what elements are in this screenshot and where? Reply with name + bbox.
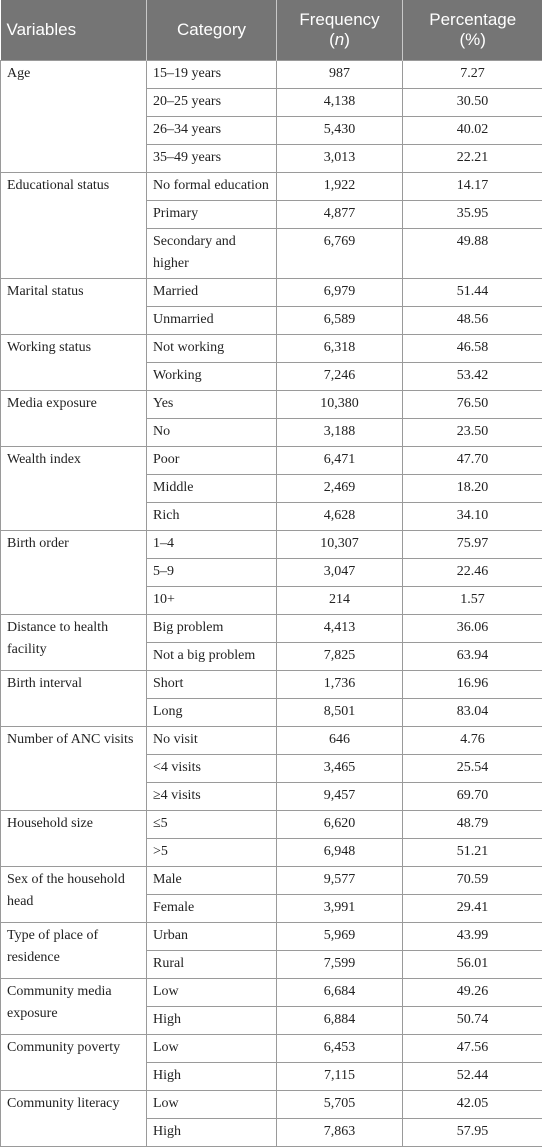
category-cell: Secondary and higher [147,229,277,279]
percentage-cell: 50.74 [403,1007,542,1035]
category-cell: Primary [147,201,277,229]
table-row [1,1035,542,1063]
category-cell: High [147,1063,277,1091]
variable-cell: Number of ANC visits [1,727,147,811]
frequency-cell: 6,769 [277,229,403,279]
header-frequency-n: n [335,30,344,49]
percentage-cell: 52.44 [403,1063,542,1091]
percentage-cell: 51.21 [403,839,542,867]
category-cell: Married [147,279,277,307]
frequency-cell: 7,599 [277,951,403,979]
category-cell: No [147,419,277,447]
percentage-cell: 40.02 [403,117,542,145]
frequency-cell: 5,430 [277,117,403,145]
percentage-cell: 47.70 [403,447,542,475]
category-cell: High [147,1119,277,1147]
table-row [1,1091,542,1119]
percentage-cell: 22.46 [403,559,542,587]
table-header [1,0,542,61]
percentage-cell: 14.17 [403,173,542,201]
category-cell: 5–9 [147,559,277,587]
percentage-cell: 57.95 [403,1119,542,1147]
percentage-cell: 16.96 [403,671,542,699]
frequency-cell: 3,013 [277,145,403,173]
table-row [1,979,542,1007]
frequency-cell: 3,188 [277,419,403,447]
percentage-cell: 34.10 [403,503,542,531]
frequency-cell: 7,825 [277,643,403,671]
frequency-cell: 4,138 [277,89,403,117]
variable-cell: Community poverty [1,1035,147,1091]
variable-cell: Community literacy [1,1091,147,1147]
frequency-cell: 2,469 [277,475,403,503]
frequency-cell: 9,457 [277,783,403,811]
category-cell: Unmarried [147,307,277,335]
frequency-cell: 987 [277,61,403,89]
category-cell: ≥4 visits [147,783,277,811]
header-variables: Variables [1,0,147,61]
percentage-cell: 75.97 [403,531,542,559]
category-cell: Low [147,1035,277,1063]
percentage-cell: 48.79 [403,811,542,839]
frequency-cell: 4,628 [277,503,403,531]
frequency-cell: 10,380 [277,391,403,419]
category-cell: Rich [147,503,277,531]
header-percentage [403,0,542,61]
percentage-cell: 63.94 [403,643,542,671]
variable-cell: Sex of the household head [1,867,147,923]
table-row [1,391,542,419]
category-cell: Low [147,979,277,1007]
percentage-cell: 35.95 [403,201,542,229]
category-cell: Rural [147,951,277,979]
variable-cell: Household size [1,811,147,867]
variable-cell: Marital status [1,279,147,335]
table-row [1,61,542,89]
table-row [1,615,542,643]
table-row [1,811,542,839]
category-cell: Middle [147,475,277,503]
table-row [1,923,542,951]
category-cell: 20–25 years [147,89,277,117]
category-cell: Big problem [147,615,277,643]
category-cell: Long [147,699,277,727]
percentage-cell: 76.50 [403,391,542,419]
category-cell: No visit [147,727,277,755]
category-cell: Not working [147,335,277,363]
percentage-cell: 48.56 [403,307,542,335]
category-cell: 1–4 [147,531,277,559]
table-row [1,867,542,895]
frequency-cell: 6,620 [277,811,403,839]
category-cell: 10+ [147,587,277,615]
percentage-cell: 47.56 [403,1035,542,1063]
frequency-cell: 7,863 [277,1119,403,1147]
frequency-cell: 6,948 [277,839,403,867]
variable-cell: Birth interval [1,671,147,727]
percentage-cell: 1.57 [403,587,542,615]
table-body [1,61,542,1147]
table-row [1,671,542,699]
table-row [1,279,542,307]
frequency-cell: 7,246 [277,363,403,391]
frequency-cell: 6,471 [277,447,403,475]
percentage-cell: 46.58 [403,335,542,363]
frequency-cell: 1,922 [277,173,403,201]
table-row [1,173,542,201]
category-cell: Working [147,363,277,391]
frequency-cell: 1,736 [277,671,403,699]
header-frequency: Frequency (n) [277,0,403,61]
variable-cell: Type of place of residence [1,923,147,979]
category-cell: ≤5 [147,811,277,839]
variable-cell: Wealth index [1,447,147,531]
category-cell: Short [147,671,277,699]
category-cell: >5 [147,839,277,867]
category-cell: Poor [147,447,277,475]
frequency-cell: 7,115 [277,1063,403,1091]
frequency-cell: 6,979 [277,279,403,307]
table-row [1,727,542,755]
frequency-cell: 3,465 [277,755,403,783]
frequency-cell: 4,877 [277,201,403,229]
frequency-cell: 10,307 [277,531,403,559]
frequency-cell: 4,413 [277,615,403,643]
header-row [1,0,542,61]
frequency-cell: 6,318 [277,335,403,363]
header-category: Category [147,0,277,61]
frequency-cell: 6,589 [277,307,403,335]
category-cell: No formal education [147,173,277,201]
frequency-cell: 5,969 [277,923,403,951]
percentage-cell: 53.42 [403,363,542,391]
category-cell: 26–34 years [147,117,277,145]
header-percentage-label: Percentage [429,10,516,29]
variable-cell: Working status [1,335,147,391]
percentage-cell: 70.59 [403,867,542,895]
category-cell: 35–49 years [147,145,277,173]
percentage-cell: 22.21 [403,145,542,173]
percentage-cell: 43.99 [403,923,542,951]
category-cell: <4 visits [147,755,277,783]
category-cell: Male [147,867,277,895]
variable-cell: Media exposure [1,391,147,447]
category-cell: Female [147,895,277,923]
table-row [1,531,542,559]
percentage-cell: 18.20 [403,475,542,503]
percentage-cell: 7.27 [403,61,542,89]
table-row [1,335,542,363]
category-cell: Urban [147,923,277,951]
percentage-cell: 51.44 [403,279,542,307]
percentage-cell: 56.01 [403,951,542,979]
percentage-cell: 23.50 [403,419,542,447]
percentage-cell: 36.06 [403,615,542,643]
category-cell: Yes [147,391,277,419]
percentage-cell: 83.04 [403,699,542,727]
variable-cell: Community media exposure [1,979,147,1035]
frequency-cell: 6,684 [277,979,403,1007]
table-row [1,447,542,475]
category-cell: High [147,1007,277,1035]
percentage-cell: 29.41 [403,895,542,923]
frequency-cell: 9,577 [277,867,403,895]
frequency-cell: 3,047 [277,559,403,587]
percentage-cell: 49.26 [403,979,542,1007]
frequency-cell: 214 [277,587,403,615]
category-cell: Low [147,1091,277,1119]
percentage-cell: 49.88 [403,229,542,279]
frequency-cell: 8,501 [277,699,403,727]
frequency-cell: 3,991 [277,895,403,923]
frequency-cell: 6,453 [277,1035,403,1063]
variable-cell: Birth order [1,531,147,615]
frequency-cell: 646 [277,727,403,755]
header-frequency-label: Frequency [299,10,379,29]
variable-cell: Distance to health facility [1,615,147,671]
percentage-cell: 42.05 [403,1091,542,1119]
category-cell: Not a big problem [147,643,277,671]
percentage-cell: 69.70 [403,783,542,811]
frequency-cell: 5,705 [277,1091,403,1119]
frequency-cell: 6,884 [277,1007,403,1035]
percentage-cell: 4.76 [403,727,542,755]
category-cell: 15–19 years [147,61,277,89]
percentage-cell: 25.54 [403,755,542,783]
header-percentage-unit: (%) [460,30,486,49]
variable-cell: Age [1,61,147,173]
percentage-cell: 30.50 [403,89,542,117]
variable-cell: Educational status [1,173,147,279]
